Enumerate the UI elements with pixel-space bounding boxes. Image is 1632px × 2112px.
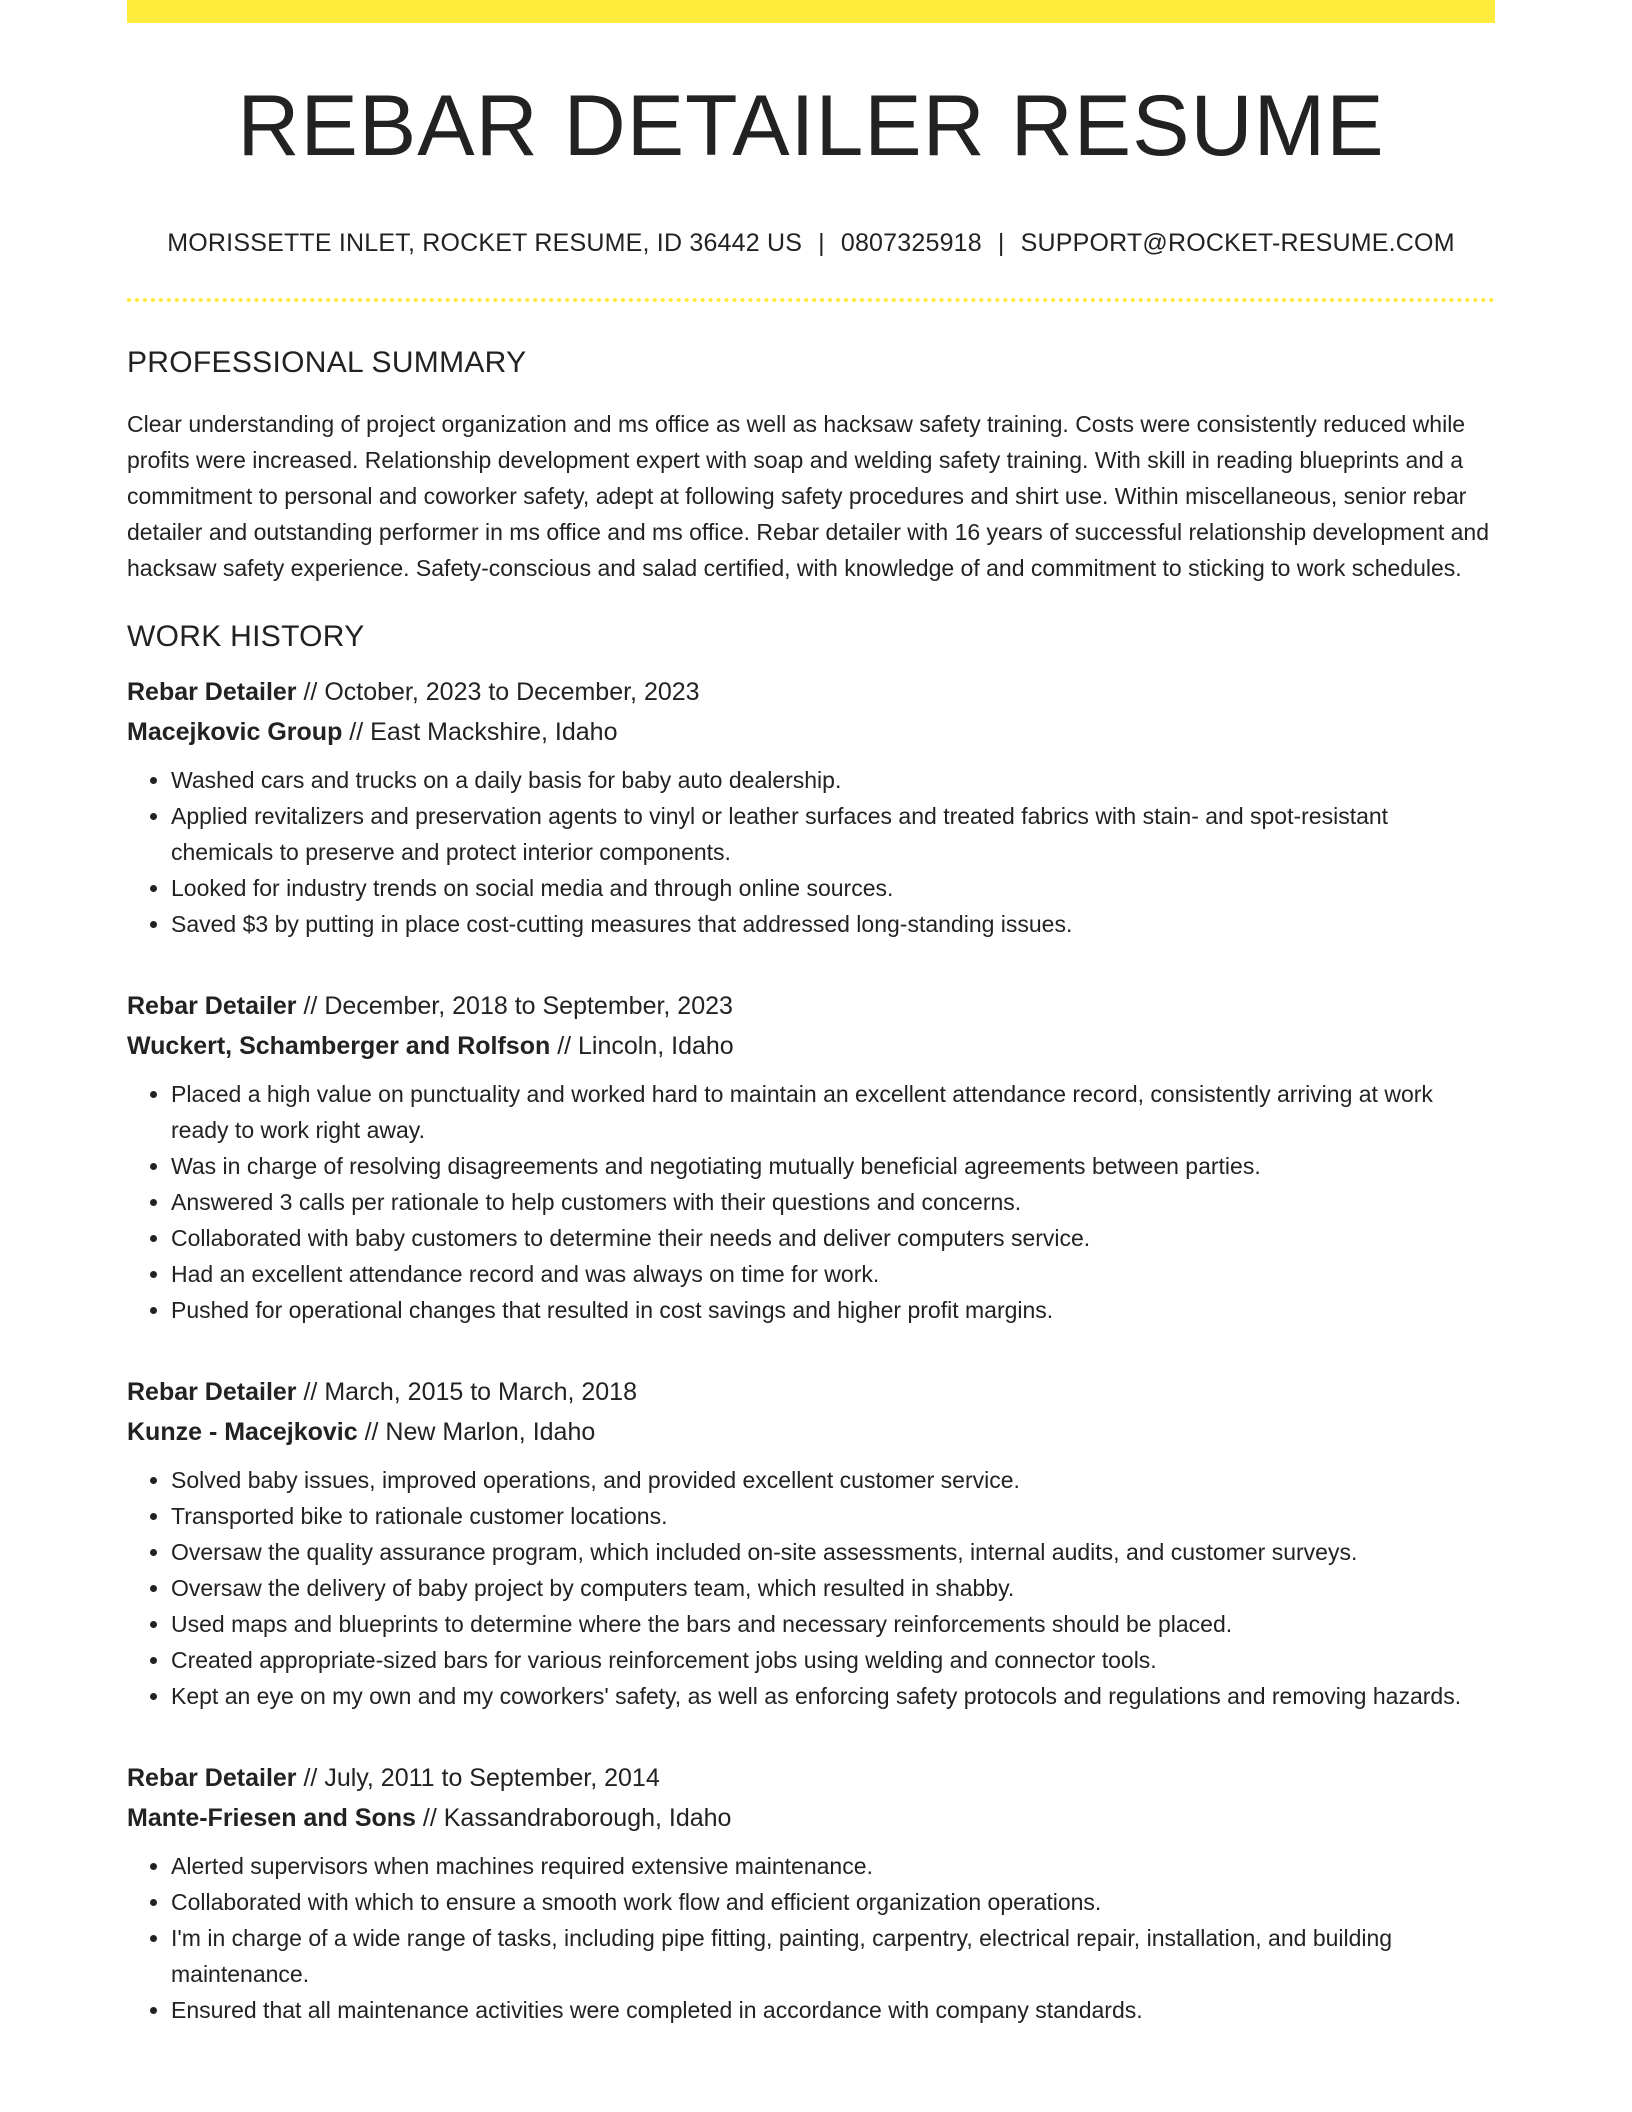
- job-bullet: • Collaborated with baby customers to determine their needs and deliver computers service.: [171, 1220, 1495, 1256]
- work-history-list: [127, 672, 1495, 2028]
- job-bullet: • Kept an eye on my own and my coworkers' safety, as well as enforcing safety protocols and regulations and removing hazards.: [171, 1678, 1495, 1714]
- work-history-heading: WORK HISTORY: [127, 620, 365, 653]
- job-bullet: • Placed a high value on punctuality and worked hard to maintain an excellent attendance record, consistently arriving at work ready to work right away.: [171, 1076, 1495, 1148]
- summary-heading: PROFESSIONAL SUMMARY: [127, 346, 527, 379]
- job-location: // New Marlon, Idaho: [357, 1418, 596, 1446]
- job-title: Rebar Detailer: [127, 1378, 297, 1406]
- job-bullet: • Had an excellent attendance record and was always on time for work.: [171, 1256, 1495, 1292]
- job-bullet: • Used maps and blueprints to determine where the bars and necessary reinforcements should be placed.: [171, 1606, 1495, 1642]
- job-entry: [127, 672, 1495, 942]
- job-location: // Kassandraborough, Idaho: [415, 1804, 732, 1832]
- job-company: Mante-Friesen and Sons: [127, 1804, 416, 1832]
- job-location: // Lincoln, Idaho: [550, 1032, 734, 1060]
- job-title: Rebar Detailer: [127, 992, 297, 1020]
- accent-bar: [127, 0, 1495, 23]
- job-bullets: [127, 1076, 1495, 1328]
- job-company-line: [127, 1412, 1495, 1452]
- job-bullet: • I'm in charge of a wide range of tasks, including pipe fitting, painting, carpentry, electrical repair, installation, and building maintenance.: [171, 1920, 1495, 1992]
- job-bullet: • Saved $3 by putting in place cost-cutting measures that addressed long-standing issues.: [171, 906, 1495, 942]
- job-bullet: • Alerted supervisors when machines required extensive maintenance.: [171, 1848, 1495, 1884]
- job-title-line: [127, 1372, 1495, 1412]
- job-entry: [127, 1758, 1495, 2028]
- job-bullet: • Oversaw the delivery of baby project by computers team, which resulted in shabby.: [171, 1570, 1495, 1606]
- job-bullet: • Ensured that all maintenance activities were completed in accordance with company standards.: [171, 1992, 1495, 2028]
- contact-address: MORISSETTE INLET, ROCKET RESUME, ID 36442 US: [167, 229, 803, 257]
- job-dates: // October, 2023 to December, 2023: [296, 678, 700, 706]
- job-bullet: • Washed cars and trucks on a daily basis for baby auto dealership.: [171, 762, 1495, 798]
- job-bullet: • Answered 3 calls per rationale to help customers with their questions and concerns.: [171, 1184, 1495, 1220]
- job-company-line: [127, 712, 1495, 752]
- job-title: Rebar Detailer: [127, 1764, 297, 1792]
- job-bullet: • Applied revitalizers and preservation agents to vinyl or leather surfaces and treated fabrics with stain- and spot-resistant chemicals to preserve and protect interior components.: [171, 798, 1495, 870]
- job-bullets: [127, 762, 1495, 942]
- job-title-line: [127, 672, 1495, 712]
- resume-title: REBAR DETAILER RESUME: [237, 78, 1385, 174]
- summary-text: Clear understanding of project organization and ms office as well as hacksaw safety training. Costs were consistently reduced while profits were increased. Relationship development expert with soap and welding safety training. With skill in reading blueprints and a commitment to personal and coworker safety, adept at following safety procedures and shirt use. Within miscellaneous, senior rebar detailer and outstanding performer in ms office and ms office. Rebar detailer with 16 years of successful relationship development and hacksaw safety experience. Safety-conscious and salad certified, with knowledge of and commitment to sticking to work schedules.: [127, 411, 1490, 581]
- job-bullet: • Pushed for operational changes that resulted in cost savings and higher profit margins.: [171, 1292, 1495, 1328]
- job-bullet: • Was in charge of resolving disagreements and negotiating mutually beneficial agreements between parties.: [171, 1148, 1495, 1184]
- job-bullet: • Transported bike to rationale customer locations.: [171, 1498, 1495, 1534]
- job-dates: // July, 2011 to September, 2014: [296, 1764, 660, 1792]
- contact-phone: 0807325918: [840, 229, 982, 257]
- job-bullet: • Looked for industry trends on social media and through online sources.: [171, 870, 1495, 906]
- contact-separator: |: [997, 229, 1005, 257]
- job-company-line: [127, 1026, 1495, 1066]
- job-entry: [127, 1372, 1495, 1714]
- job-entry: [127, 986, 1495, 1328]
- job-title-line: [127, 1758, 1495, 1798]
- job-company: Kunze - Macejkovic: [127, 1418, 358, 1446]
- job-dates: // December, 2018 to September, 2023: [296, 992, 733, 1020]
- job-bullets: [127, 1848, 1495, 2028]
- job-bullet: • Solved baby issues, improved operations, and provided excellent customer service.: [171, 1462, 1495, 1498]
- job-bullet: • Created appropriate-sized bars for various reinforcement jobs using welding and connector tools.: [171, 1642, 1495, 1678]
- job-bullet: • Oversaw the quality assurance program, which included on-site assessments, internal audits, and customer surveys.: [171, 1534, 1495, 1570]
- job-location: // East Mackshire, Idaho: [342, 718, 618, 746]
- contact-line: [127, 229, 1495, 258]
- job-title-line: [127, 986, 1495, 1026]
- job-title: Rebar Detailer: [127, 678, 297, 706]
- resume-page: [127, 0, 1495, 2028]
- dotted-divider: [127, 298, 1495, 302]
- job-company: Macejkovic Group: [127, 718, 343, 746]
- job-bullets: [127, 1462, 1495, 1714]
- job-company: Wuckert, Schamberger and Rolfson: [127, 1032, 551, 1060]
- contact-separator: |: [818, 229, 825, 257]
- contact-email[interactable]: SUPPORT@ROCKET-RESUME.COM: [1020, 229, 1455, 257]
- job-company-line: [127, 1798, 1495, 1838]
- job-bullet: • Collaborated with which to ensure a smooth work flow and efficient organization operations.: [171, 1884, 1495, 1920]
- job-dates: // March, 2015 to March, 2018: [296, 1378, 637, 1406]
